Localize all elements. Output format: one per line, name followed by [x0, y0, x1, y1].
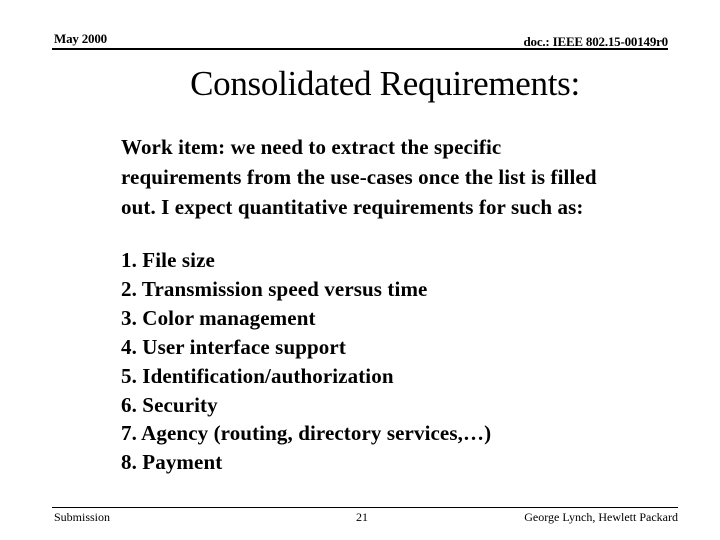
footer-submission: Submission: [54, 510, 111, 524]
requirement-item: 8. Payment: [121, 450, 223, 475]
header-doc-id: doc.: IEEE 802.15-00149r0: [523, 34, 668, 49]
header-divider: [52, 48, 668, 50]
requirement-item: 6. Security: [121, 392, 218, 417]
intro-line: Work item: we need to extract the specific: [121, 135, 502, 159]
header-date: May 2000: [54, 31, 107, 46]
requirement-item: 7. Agency (routing, directory services,…): [121, 421, 492, 446]
requirements-list: [121, 246, 491, 477]
requirement-item: 4. User interface support: [121, 334, 346, 359]
requirement-item: 3. Color management: [121, 305, 316, 330]
requirement-item: 2. Transmission speed versus time: [121, 276, 428, 301]
requirement-item: 1. File size: [121, 248, 215, 272]
intro-line: requirements from the use-cases once the list is filled: [121, 165, 597, 189]
footer-author: George Lynch, Hewlett Packard: [524, 510, 678, 524]
requirement-item: 5. Identification/authorization: [121, 363, 394, 388]
intro-paragraph: [121, 132, 681, 222]
footer-divider: [52, 507, 678, 508]
slide-title: Consolidated Requirements:: [190, 64, 580, 103]
intro-line: out. I expect quantitative requirements for such as:: [121, 195, 584, 219]
page-number: 21: [356, 510, 368, 524]
